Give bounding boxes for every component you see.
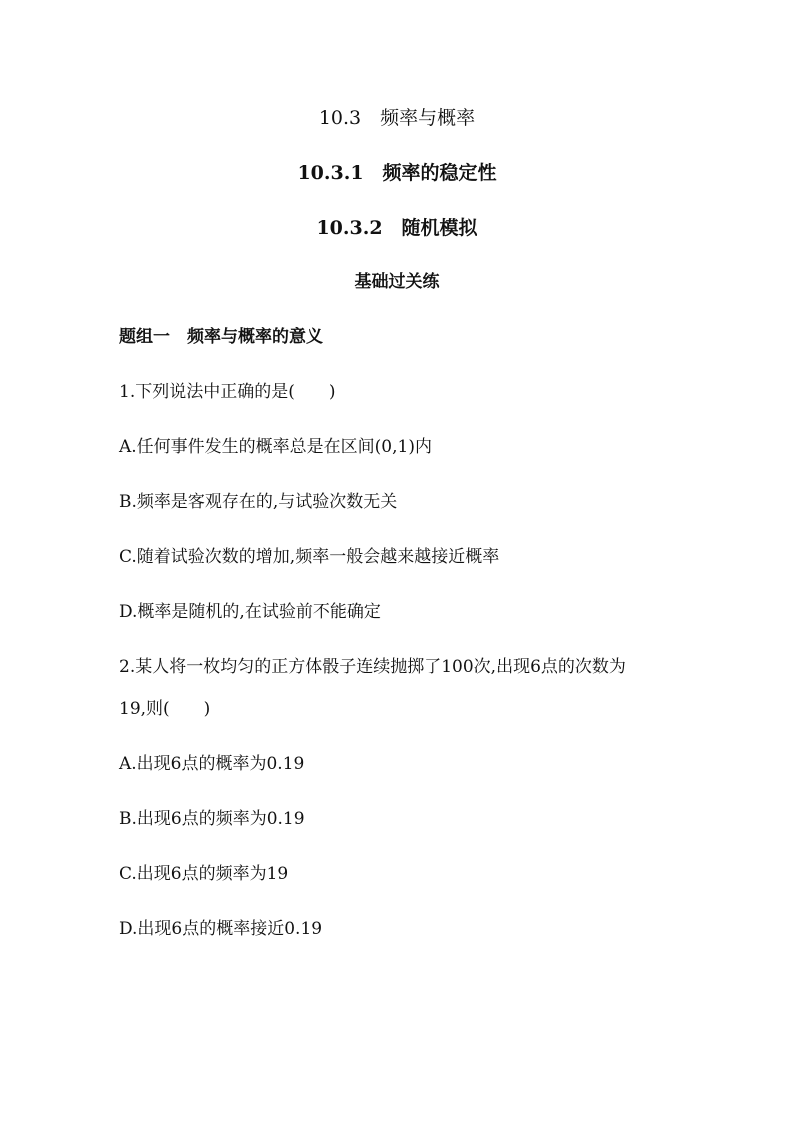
question-2-option-b: B.出现6点的频率为0.19 — [119, 809, 305, 829]
question-2-option-a: A.出现6点的概率为0.19 — [119, 754, 305, 774]
chapter-title: 10.3 频率与概率 — [318, 107, 476, 129]
question-1-option-c: C.随着试验次数的增加,频率一般会越来越接近概率 — [119, 547, 500, 567]
question-2-option-c: C.出现6点的频率为19 — [119, 864, 289, 884]
question-2-option-d: D.出现6点的概率接近0.19 — [119, 919, 323, 939]
question-1-option-a: A.任何事件发生的概率总是在区间(0,1)内 — [119, 437, 432, 457]
question-group-heading: 题组一 频率与概率的意义 — [119, 327, 323, 347]
question-2-stem-line-2: 19,则( ) — [119, 699, 211, 719]
section-title-10-3-2: 10.3.2 随机模拟 — [316, 217, 478, 239]
exercise-heading: 基础过关练 — [354, 272, 440, 292]
question-2-stem-line-1: 2.某人将一枚均匀的正方体骰子连续抛掷了100次,出现6点的次数为 — [119, 657, 626, 677]
question-1-stem: 1.下列说法中正确的是( ) — [119, 382, 336, 402]
question-1-option-d: D.概率是随机的,在试验前不能确定 — [119, 602, 381, 622]
question-1-option-b: B.频率是客观存在的,与试验次数无关 — [119, 492, 398, 512]
section-title-10-3-1: 10.3.1 频率的稳定性 — [297, 162, 497, 184]
